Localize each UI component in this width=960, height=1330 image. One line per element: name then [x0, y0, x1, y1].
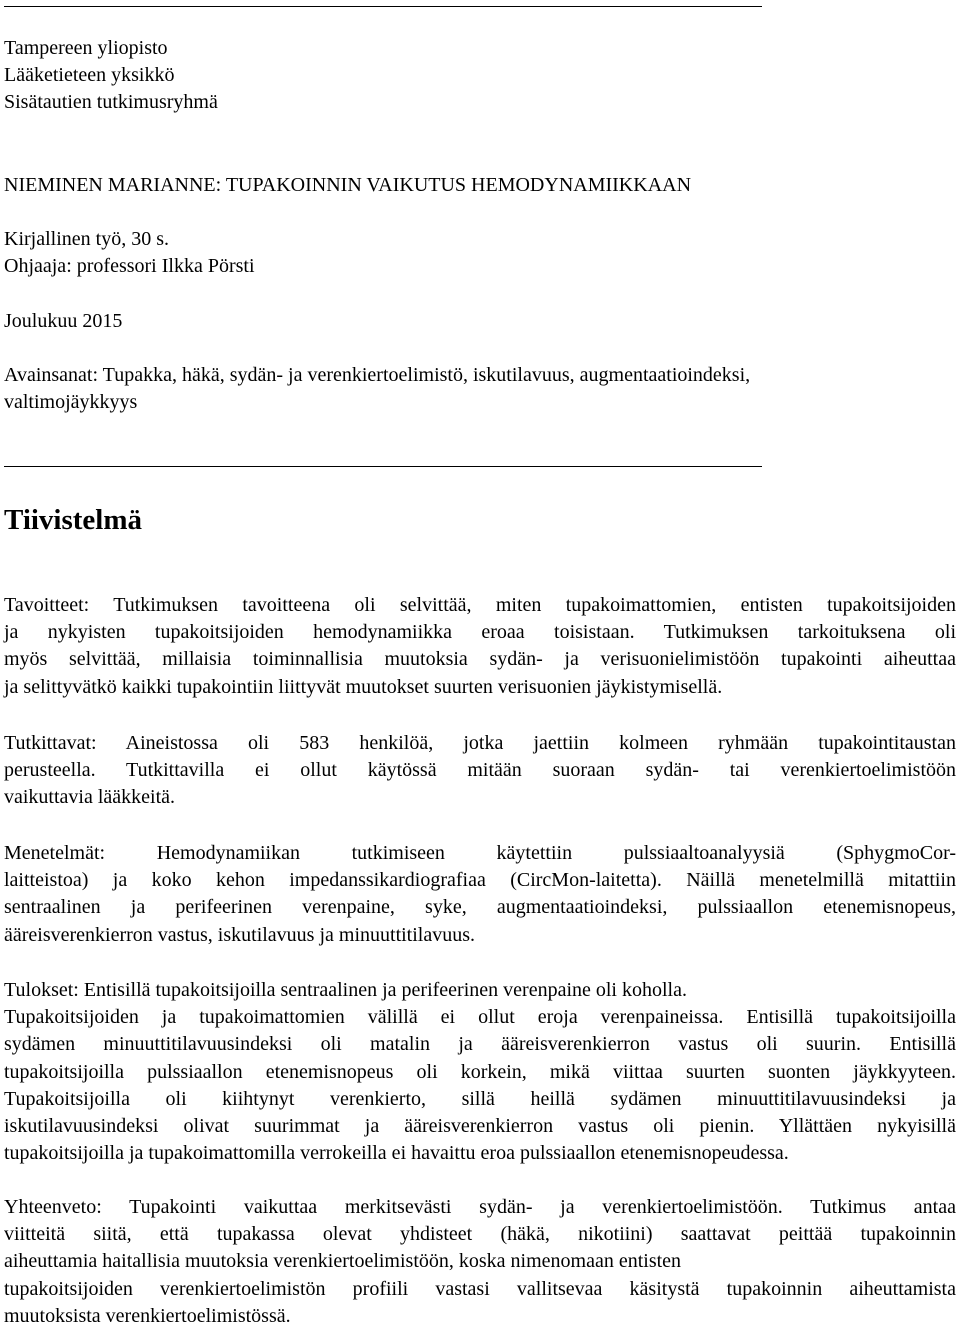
- paragraph-line: aiheuttamia haitallisia muutoksia verenkiertoelimistöön, koska nimenomaan entisten: [4, 1250, 682, 1273]
- section-divider: [4, 466, 762, 467]
- subjects-paragraph: [4, 730, 956, 812]
- paragraph-line: tupakoitsijoilla pulssiaallon etenemisnopeus oli korkein, mikä viittaa suurten suonten jäykkyyteen.: [4, 1060, 956, 1083]
- paragraph-line: iskutilavuusindeksi olivat suurimmat ja ääreisverenkierron vastus oli pienin. Yllättäen nykyisillä: [4, 1115, 956, 1138]
- paragraph-line: tupakoitsijoilla ja tupakoimattomilla verrokeilla ei havaittu eroa pulssiaallon etenemisnopeudessa.: [4, 1142, 789, 1165]
- paragraph-line: ja nykyisten tupakoitsijoiden hemodynamiikka eroaa toisistaan. Tutkimuksen tarkoituksena oli: [4, 621, 956, 644]
- institution-header: [4, 35, 956, 116]
- work-length: Kirjallinen työ, 30 s.: [4, 228, 169, 250]
- paragraph-line: Yhteenveto: Tupakointi vaikuttaa merkitsevästi sydän- ja verenkiertoelimistöön. Tutkimus antaa: [4, 1196, 956, 1218]
- paragraph-line: sydämen minuuttitilavuusindeksi oli matalin ja ääreisverenkierron vastus oli suurin. Entisillä: [4, 1033, 956, 1056]
- summary-paragraph: [4, 1194, 956, 1330]
- supervisor: Ohjaaja: professori Ilkka Pörsti: [4, 255, 255, 277]
- date-line: [4, 308, 956, 335]
- keywords-line: valtimojäykkyys: [4, 391, 138, 413]
- research-group: Sisätautien tutkimusryhmä: [4, 91, 218, 113]
- abstract-heading: Tiivistelmä: [4, 504, 143, 536]
- objectives-paragraph: [4, 592, 956, 701]
- paragraph-line: Tupakoitsijoiden ja tupakoimattomien välillä ei ollut eroja verenpaineissa. Entisillä tupakoitsijoilla: [4, 1006, 956, 1029]
- paragraph-line: ääreisverenkierron vastus, iskutilavuus ja minuuttitilavuus.: [4, 923, 476, 946]
- paragraph-line: viitteitä siitä, että tupakassa olevat yhdisteet (häkä, nikotiini) saattavat peittää tupakoinnin: [4, 1223, 956, 1246]
- paragraph-line: muutoksista verenkiertoelimistössä.: [4, 1304, 291, 1327]
- paragraph-line: Tavoitteet: Tutkimuksen tavoitteena oli selvittää, miten tupakoimattomien, entisten tupakoitsijoiden: [4, 594, 956, 616]
- keywords-line: Avainsanat: Tupakka, häkä, sydän- ja verenkiertoelimistö, iskutilavuus, augmentaatioindeksi,: [4, 364, 751, 386]
- methods-paragraph: [4, 840, 956, 949]
- paragraph-line: tupakoitsijoiden verenkiertoelimistön profiili vastasi vallitsevaa käsitystä tupakoinnin aiheuttamista: [4, 1277, 956, 1300]
- paragraph-line: Tulokset: Entisillä tupakoitsijoilla sentraalinen ja perifeerinen verenpaine oli koholla.: [4, 979, 687, 1001]
- paragraph-line: myös selvittää, millaisia toiminnallisia muutoksia sydän- ja verisuonielimistöön tupakointi aiheuttaa: [4, 648, 956, 671]
- title-text: NIEMINEN MARIANNE: TUPAKOINNIN VAIKUTUS HEMODYNAMIIKKAAN: [4, 174, 692, 196]
- paragraph-line: sentraalinen ja perifeerinen verenpaine, syke, augmentaatioindeksi, pulssiaallon etenemisnopeus,: [4, 896, 956, 919]
- top-divider: [4, 6, 762, 7]
- paragraph-line: Tupakoitsijoilla oli kiihtynyt verenkierto, sillä heillä sydämen minuuttitilavuusindeksi ja: [4, 1087, 956, 1110]
- paragraph-line: Tutkittavat: Aineistossa oli 583 henkilöä, jotka jaettiin kolmeen ryhmään tupakointitaustan: [4, 732, 956, 754]
- results-paragraph: [4, 977, 956, 1167]
- institution-name: Tampereen yliopisto: [4, 37, 168, 59]
- unit-name: Lääketieteen yksikkö: [4, 64, 175, 86]
- paragraph-line: laitteistoa) ja koko kehon impedanssikardiografiaa (CircMon-laitetta). Näillä menetelmillä mitattiin: [4, 869, 956, 892]
- paragraph-line: ja selittyvätkö kaikki tupakointiin liittyvät muutokset suurten verisuonien jäykistymisellä.: [4, 675, 723, 698]
- paragraph-line: Menetelmät: Hemodynamiikan tutkimiseen käytettiin pulssiaaltoanalyysiä (SphygmoCor-: [4, 842, 956, 864]
- date: Joulukuu 2015: [4, 310, 123, 332]
- document-title: [4, 172, 956, 199]
- paragraph-line: perusteella. Tutkittavilla ei ollut käytössä mitään suoraan sydän- tai verenkiertoelimistöön: [4, 759, 956, 782]
- work-info: [4, 226, 956, 280]
- paragraph-line: vaikuttavia lääkkeitä.: [4, 786, 176, 809]
- keywords: [4, 362, 956, 416]
